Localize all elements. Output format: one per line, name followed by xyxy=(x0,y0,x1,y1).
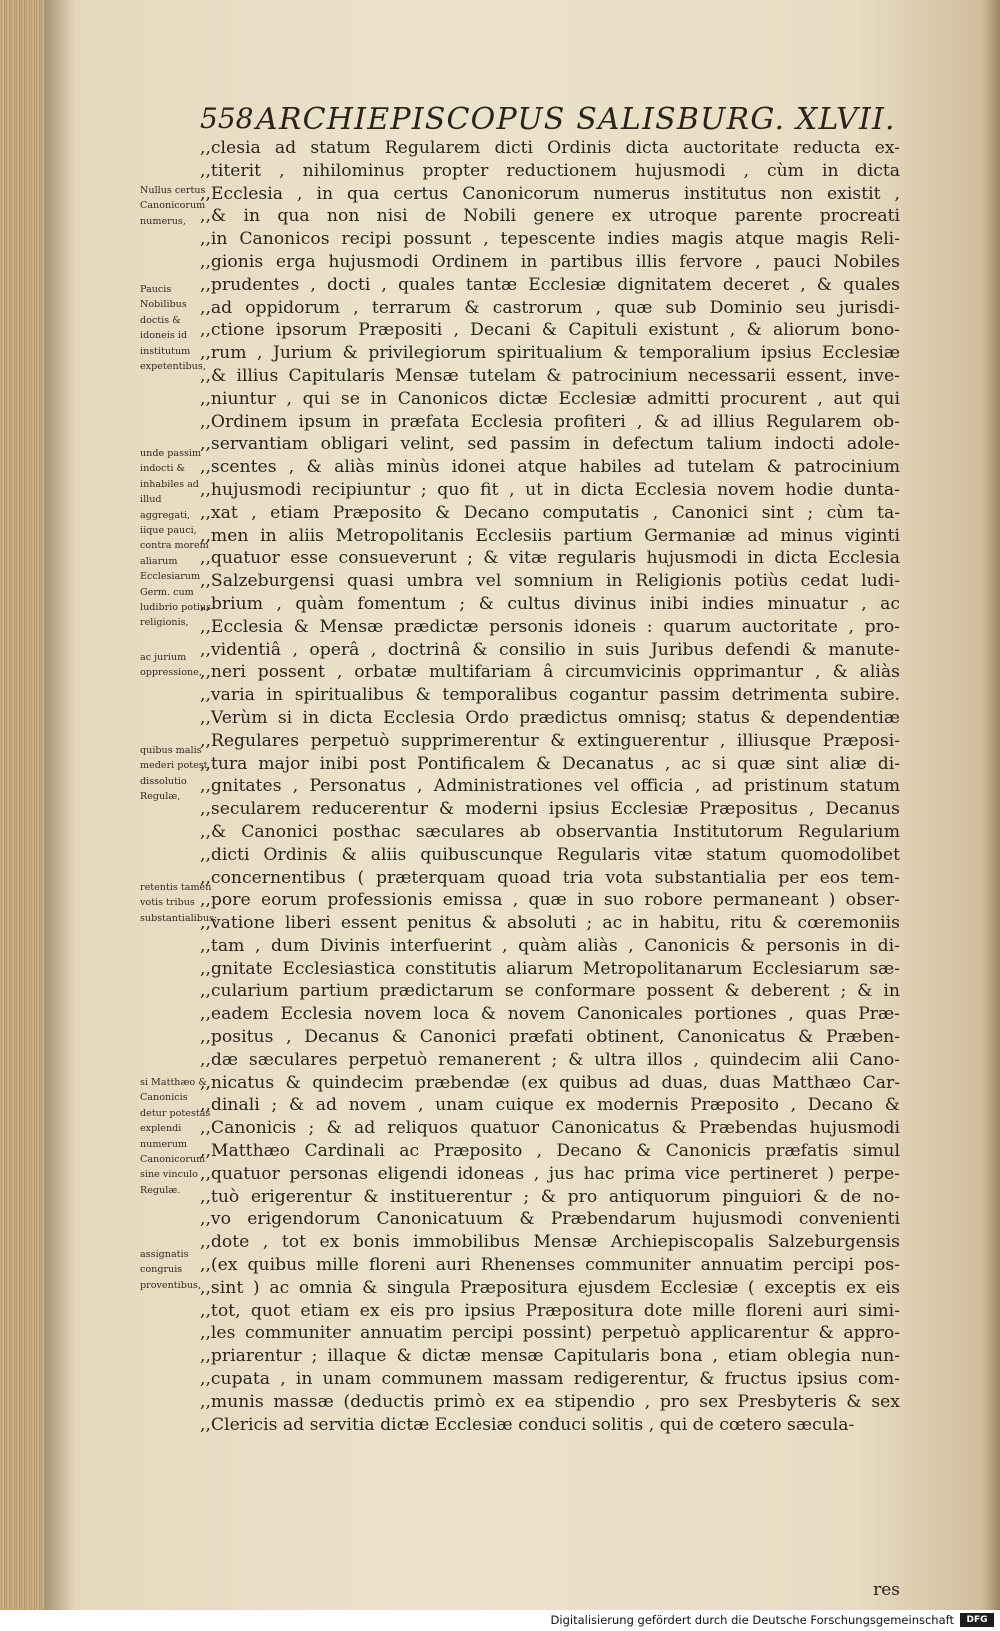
text-line: ,,Ecclesia , in qua certus Canonicorum numerus institutus non existit , xyxy=(200,183,900,204)
text-line: ,,& illius Capitularis Mensæ tutelam & patrocinium necessarii essent, inve- xyxy=(200,365,900,386)
text-line: ,,Verùm si in dicta Ecclesia Ordo prædictus omnisq; status & dependentiæ xyxy=(200,707,900,728)
text-line: ,,dinali ; & ad novem , unam cuique ex modernis Præposito , Decano & xyxy=(200,1095,900,1116)
text-line: ,,Salzeburgensi quasi umbra vel somnium in Religionis potiùs cedat ludi- xyxy=(200,571,900,592)
text-line: ,,Ordinem ipsum in præfata Ecclesia profiteri , & ad illius Regularem ob- xyxy=(200,411,900,432)
text-line: ,,niuntur , qui se in Canonicos dictæ Ecclesiæ admitti procurent , aut qui xyxy=(200,388,900,409)
text-line: ,,Matthæo Cardinali ac Præposito , Decano & Canonicis præfatis simul xyxy=(200,1141,900,1162)
text-line: ,,videntiâ , operâ , doctrinâ & consilio in suis Juribus defendi & manute- xyxy=(200,639,900,660)
margin-note: Paucis Nobilibus doctis & idoneis id institutum expetentibus, xyxy=(140,284,206,373)
text-line: ,,xat , etiam Præposito & Decano computatis , Canonici sint ; cùm ta- xyxy=(200,502,900,523)
page-right-edge xyxy=(982,0,1000,1610)
text-line: ,,men in aliis Metropolitanis Ecclesiis partium Germaniæ ad minus viginti xyxy=(200,525,900,546)
margin-note: quibus malis mederi potest dissolutio Regulæ, xyxy=(140,745,208,803)
gutter-shadow xyxy=(44,0,74,1610)
text-line: ,,quatuor esse consueverunt ; & vitæ regularis hujusmodi in dicta Ecclesia xyxy=(200,548,900,569)
running-head xyxy=(200,102,920,142)
text-line: ,,pore eorum professionis emissa , quæ in suo robore permaneant ) obser- xyxy=(200,890,900,911)
margin-note: Nullus certus Canonicorum numerus, xyxy=(140,185,206,227)
text-line: ,,vo erigendorum Canonicatuum & Præbendarum hujusmodi convenienti xyxy=(200,1209,900,1230)
text-line: ,,positus , Decanus & Canonici præfati obtinent, Canonicatus & Præben- xyxy=(200,1027,900,1048)
text-line: ,,sint ) ac omnia & singula Præpositura ejusdem Ecclesiæ ( exceptis ex eis xyxy=(200,1277,900,1298)
text-line: ,,ctione ipsorum Præpositi , Decani & Capituli existunt , & aliorum bono- xyxy=(200,320,900,341)
text-line: ,,varia in spiritualibus & temporalibus cogantur passim detrimenta subire. xyxy=(200,685,900,706)
text-line: ,,ad oppidorum , terrarum & castrorum , quæ sub Dominio seu jurisdi- xyxy=(200,297,900,318)
text-line: ,,Ecclesia & Mensæ prædictæ personis idoneis : quarum auctoritate , pro- xyxy=(200,616,900,637)
margin-note: si Matthæo & Canonicis detur potestas explendi numerum Canonicorum sine vinculo Regulæ. xyxy=(140,1077,211,1196)
text-line: ,,gnitate Ecclesiastica constitutis aliarum Metropolitanarum Ecclesiarum sæ- xyxy=(200,958,900,979)
dfg-logo: DFG xyxy=(960,1613,994,1627)
text-line: ,,prudentes , docti , quales tantæ Ecclesiæ dignitatem deceret , & quales xyxy=(200,274,900,295)
text-line: ,,& Canonici posthac sæculares ab observantia Institutorum Regularium xyxy=(200,821,900,842)
text-line: ,,vatione liberi essent penitus & absoluti ; ac in habitu, ritu & cœremoniis xyxy=(200,913,900,934)
text-line: ,,eadem Ecclesia novem loca & novem Canonicales portiones , quas Præ- xyxy=(200,1004,900,1025)
text-line: ,,tura major inibi post Pontificalem & Decanatus , ac si quæ sint aliæ di- xyxy=(200,753,900,774)
text-line: ,,munis massæ (deductis primò ex ea stipendio , pro sex Presbyteris & sex xyxy=(200,1391,900,1412)
text-line: ,,& in qua non nisi de Nobili genere ex utroque parente procreati xyxy=(200,206,900,227)
text-line: ,,cupata , in unam communem massam redigerentur, & fructus ipsius com- xyxy=(200,1369,900,1390)
text-line: ,,rum , Jurium & privilegiorum spiritualium & temporalium ipsius Ecclesiæ xyxy=(200,343,900,364)
text-line: ,,concernentibus ( præterquam quoad tria vota substantialia per eos tem- xyxy=(200,867,900,888)
text-line: ,,tuò erigerentur & instituerentur ; & pro antiquorum pinguiori & de no- xyxy=(200,1186,900,1207)
margin-note: retentis tamen votis tribus substantialibus; xyxy=(140,882,218,924)
text-line: ,,tam , dum Divinis interfuerint , quàm aliàs , Canonicis & personis in di- xyxy=(200,935,900,956)
text-line: ,,gionis erga hujusmodi Ordinem in partibus illis fervore , pauci Nobiles xyxy=(200,251,900,272)
body-text xyxy=(200,137,900,1436)
text-line: ,,nicatus & quindecim præbendæ (ex quibus ad duas, duas Matthæo Car- xyxy=(200,1072,900,1093)
text-line: ,,dote , tot ex bonis immobilibus Mensæ Archiepiscopalis Salzeburgensis xyxy=(200,1232,900,1253)
text-line: ,,gnitates , Personatus , Administrationes vel officia , ad pristinum statum xyxy=(200,776,900,797)
text-line: ,,brium , quàm fomentum ; & cultus divinus inibi indies minuatur , ac xyxy=(200,593,900,614)
page-number: 558 xyxy=(200,102,254,135)
text-line: ,,hujusmodi recipiuntur ; quo fit , ut in dicta Ecclesia novem hodie dunta- xyxy=(200,479,900,500)
margin-note: unde passim indocti & inhabiles ad illud aggregati, iique pauci, contra morem aliarum Ecclesiarum Germ. cum ludibrio potius religionis, xyxy=(140,448,212,629)
text-line: ,,titerit , nihilominus propter reductionem hujusmodi , cùm in dicta xyxy=(200,160,900,181)
text-line: ,,dicti Ordinis & aliis quibuscunque Regularis vitæ statum quomodolibet xyxy=(200,844,900,865)
text-line: ,,priarentur ; illaque & dictæ mensæ Capitularis bona , etiam oblegia nun- xyxy=(200,1346,900,1367)
margin-note: ac jurium oppressione, xyxy=(140,652,202,679)
text-line: ,,quatuor personas eligendi idoneas , jus hac prima vice pertineret ) perpe- xyxy=(200,1163,900,1184)
text-line: ,,scentes , & aliàs minùs idonei atque habiles ad tutelam & patrocinium xyxy=(200,457,900,478)
catchword: res xyxy=(873,1580,900,1600)
text-line: ,,cularium partium prædictarum se conformare possent & deberent ; & in xyxy=(200,981,900,1002)
margin-note: assignatis congruis proventibus, xyxy=(140,1249,201,1291)
text-line: ,,dæ sæculares perpetuò remanerent ; & ultra illos , quindecim alii Cano- xyxy=(200,1049,900,1070)
running-title: ARCHIEPISCOPUS SALISBURG. XLVII. xyxy=(256,102,896,137)
text-line: ,,secularem reducerentur & moderni ipsius Ecclesiæ Præpositus , Decanus xyxy=(200,799,900,820)
text-line: ,,in Canonicos recipi possunt , tepescente indies magis atque magis Reli- xyxy=(200,229,900,250)
text-line: ,,clesia ad statum Regularem dicti Ordinis dicta auctoritate reducta ex- xyxy=(200,138,900,158)
footer-bar xyxy=(0,1610,1000,1631)
text-line: ,,les communiter annuatim percipi possint) perpetuò applicarentur & appro- xyxy=(200,1323,900,1344)
text-line: ,,Regulares perpetuò supprimerentur & extinguerentur , illiusque Præposi- xyxy=(200,730,900,751)
text-line: ,,neri possent , orbatæ multifariam â circumvicinis opprimantur , & aliàs xyxy=(200,662,900,683)
text-line: ,,Canonicis ; & ad reliquos quatuor Canonicatus & Præbendas hujusmodi xyxy=(200,1118,900,1139)
text-line: ,,tot, quot etiam ex eis pro ipsius Præpositura dote mille floreni auri simi- xyxy=(200,1300,900,1321)
text-line: ,,servantiam obligari velint, sed passim in defectum talium indocti adole- xyxy=(200,434,900,455)
page-edge-stack xyxy=(0,0,44,1631)
footer-credit: Digitalisierung gefördert durch die Deutsche Forschungsgemeinschaft xyxy=(550,1613,954,1627)
text-line: ,,Clericis ad servitia dictæ Ecclesiæ conduci solitis , qui de cœtero sæcula- xyxy=(200,1414,855,1435)
text-line: ,,(ex quibus mille floreni auri Rhenenses communiter annuatim percipi pos- xyxy=(200,1255,900,1276)
